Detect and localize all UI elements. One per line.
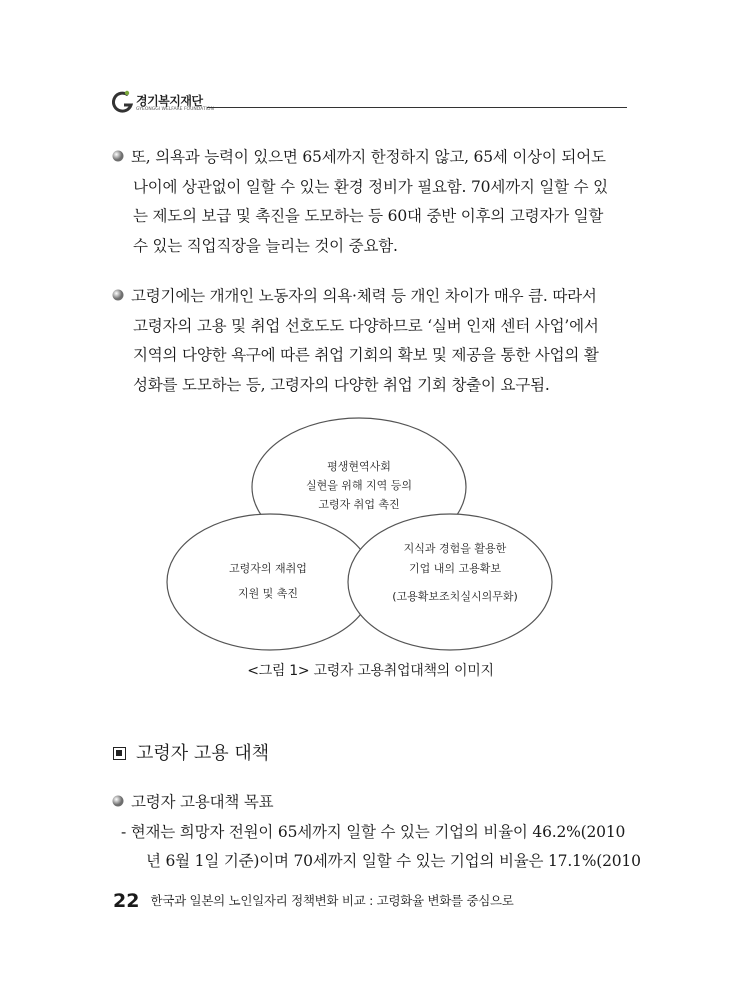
dash-line: 년 6월 1일 기준)이며 70세까지 일할 수 있는 기업의 비율은 17.1%(2010 [146,852,641,870]
bullet-sphere-icon [111,794,125,808]
section-heading: 고령자 고용 대책 [113,739,269,765]
header-logo [112,90,212,116]
paragraph-line: 고령자의 고용 및 취업 선호도도 다양하므로 ‘실버 인재 센터 사업’에서 [133,316,599,335]
square-bullet-icon [113,747,126,760]
bullet-sphere-icon [111,288,125,302]
bullet-sphere-icon [111,149,125,163]
page-number: 22 [113,890,140,912]
venn-diagram-svg [160,410,570,655]
section-bullet-line: 고령자 고용대책 목표 [111,788,631,818]
paragraph-1 [111,143,631,261]
figure-caption: <그림 1> 고령자 고용취업대책의 이미지 [247,663,494,679]
paragraph-line: 지역의 다양한 욕구에 따른 취업 기회의 확보 및 제공을 통한 사업의 활 [133,346,599,364]
right-circle-text: 지식과 경험을 활용한 기업 내의 고용확보 (고용확보조치실시의무화) [392,542,518,603]
paragraph-line: 성화를 도모하는 등, 고령자의 다양한 취업 기회 창출이 요구됨. [133,375,550,394]
paragraph-line: 는 제도의 보급 및 촉진을 도모하는 등 60대 중반 이후의 고령자가 일할 [133,207,604,225]
dash-line: - 현재는 희망자 전원이 65세까지 일할 수 있는 기업의 비율이 46.2%(2010 [121,822,626,841]
org-subtitle: GYEONGGI WELFARE FOUNDATION [136,107,214,112]
paragraph-line: 나이에 상관없이 일할 수 있는 환경 정비가 필요함. 70세까지 일할 수 있 [133,177,608,196]
org-name: 경기복지재단 [136,94,203,108]
figure-venn-diagram [160,410,570,655]
foundation-logo-icon [112,90,134,114]
paragraph-line: 고령기에는 개개인 노동자의 의욕·체력 등 개인 차이가 매우 큼. 따라서 [111,282,631,312]
left-circle-text: 고령자의 재취업 지원 및 촉진 [229,562,307,600]
paragraph-2 [111,282,631,400]
top-circle-text: 평생현역사회 실현을 위해 지역 등의 고령자 취업 촉진 [305,460,413,511]
page-footer [113,890,514,912]
footer-title: 한국과 일본의 노인일자리 정책변화 비교 : 고령화율 변화를 중심으로 [150,893,514,908]
paragraph-line: 또, 의욕과 능력이 있으면 65세까지 한정하지 않고, 65세 이상이 되어도 [111,143,631,173]
section-content [111,788,641,877]
header-divider [207,107,627,108]
paragraph-line: 수 있는 직업직장을 늘리는 것이 중요함. [133,236,398,255]
